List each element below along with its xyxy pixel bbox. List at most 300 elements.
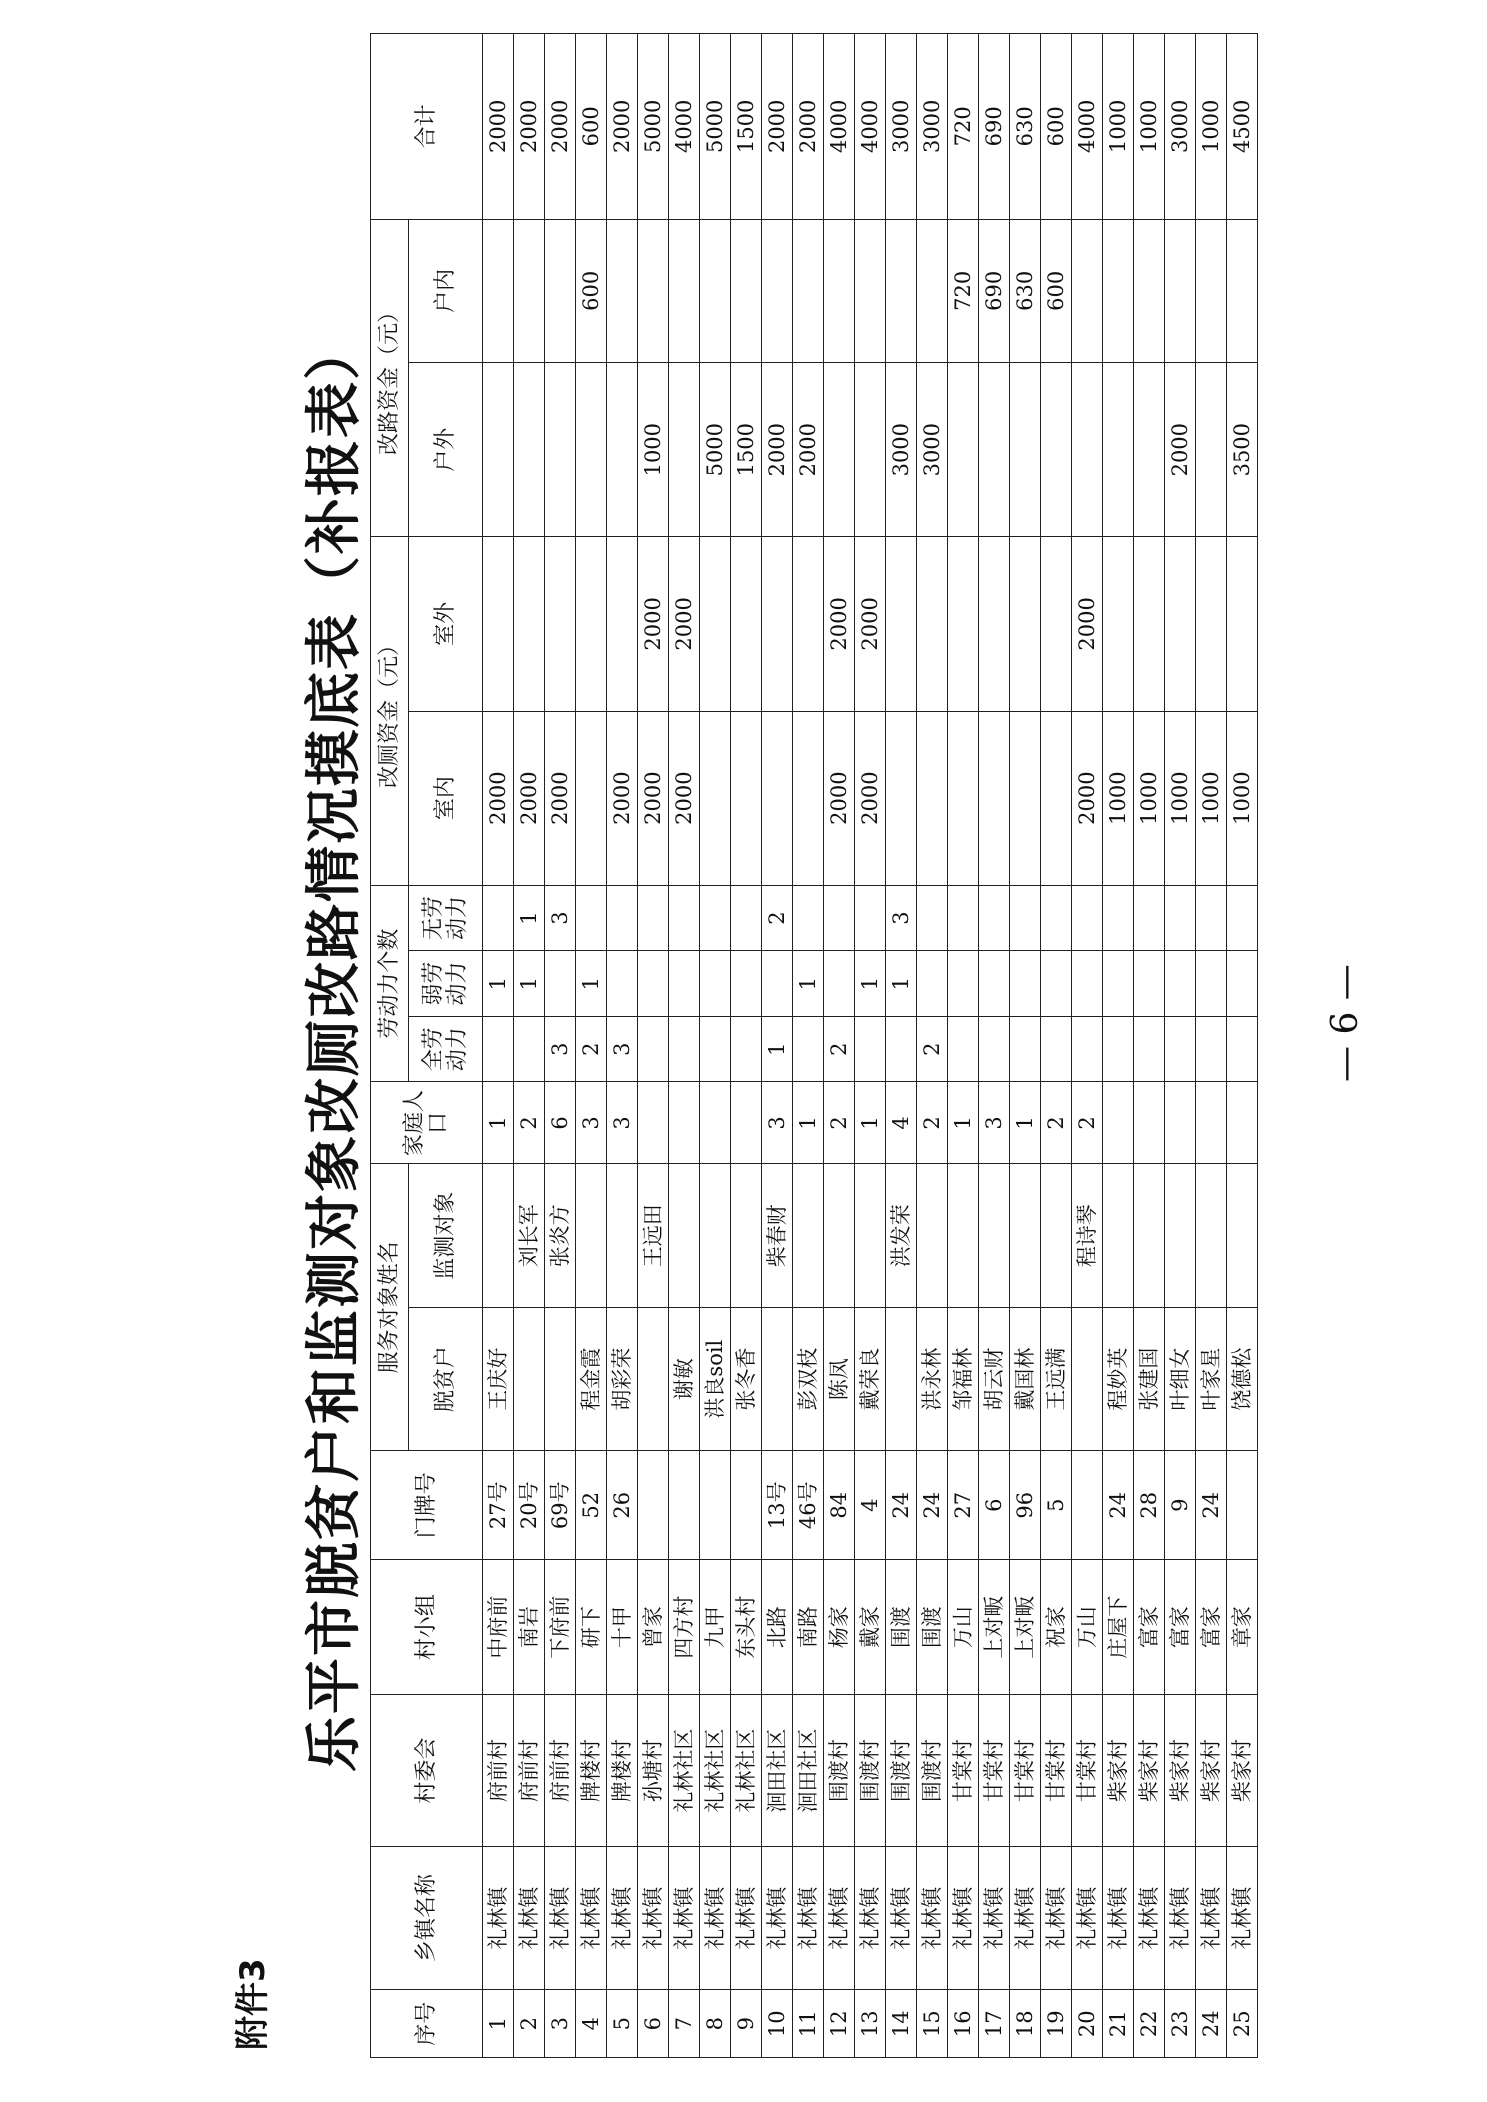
cell-total: 600 <box>576 34 607 220</box>
cell-group: 富家 <box>1196 1560 1227 1695</box>
cell-road-inside: 690 <box>979 219 1010 362</box>
cell-house-no: 27号 <box>483 1451 514 1560</box>
cell-seq: 8 <box>700 1990 731 2058</box>
cell-village: 礼林社区 <box>700 1695 731 1847</box>
cell-monitor-object: 柴春财 <box>762 1164 793 1307</box>
cell-town: 礼林镇 <box>979 1846 1010 1989</box>
cell-total: 2000 <box>514 34 545 220</box>
cell-family-pop: 1 <box>855 1082 886 1164</box>
cell-village: 府前村 <box>545 1695 576 1847</box>
cell-total: 2000 <box>545 34 576 220</box>
cell-monitor-object <box>793 1164 824 1307</box>
cell-group: 庄屋下 <box>1103 1560 1134 1695</box>
cell-monitor-object <box>1041 1164 1072 1307</box>
cell-no-labor <box>1196 885 1227 951</box>
cell-seq: 19 <box>1041 1990 1072 2058</box>
cell-poverty-household: 陈凤 <box>824 1307 855 1450</box>
cell-group: 中府前 <box>483 1560 514 1695</box>
table-row <box>1072 34 1103 2058</box>
cell-total: 4000 <box>669 34 700 220</box>
cell-seq: 23 <box>1165 1990 1196 2058</box>
cell-house-no <box>669 1451 700 1560</box>
cell-monitor-object <box>1134 1164 1165 1307</box>
cell-no-labor <box>607 885 638 951</box>
cell-monitor-object <box>917 1164 948 1307</box>
table-row <box>607 34 638 2058</box>
cell-family-pop <box>1103 1082 1134 1164</box>
cell-no-labor <box>669 885 700 951</box>
cell-no-labor <box>1134 885 1165 951</box>
cell-seq: 12 <box>824 1990 855 2058</box>
header-town: 乡镇名称 <box>371 1846 483 1989</box>
cell-weak-labor <box>1227 951 1258 1017</box>
cell-toilet-indoor: 1000 <box>1165 711 1196 885</box>
cell-village: 围渡村 <box>886 1695 917 1847</box>
cell-monitor-object <box>948 1164 979 1307</box>
cell-house-no: 24 <box>1196 1451 1227 1560</box>
cell-toilet-indoor <box>1010 711 1041 885</box>
cell-village: 府前村 <box>514 1695 545 1847</box>
cell-toilet-outdoor <box>1041 537 1072 711</box>
cell-road-inside <box>731 219 762 362</box>
table-row <box>700 34 731 2058</box>
cell-road-inside: 720 <box>948 219 979 362</box>
cell-toilet-indoor: 2000 <box>638 711 669 885</box>
cell-town: 礼林镇 <box>483 1846 514 1989</box>
cell-road-inside <box>638 219 669 362</box>
cell-town: 礼林镇 <box>855 1846 886 1989</box>
header-seq: 序号 <box>371 1990 483 2058</box>
cell-road-outside <box>824 363 855 537</box>
cell-village: 洄田社区 <box>793 1695 824 1847</box>
cell-toilet-outdoor <box>1196 537 1227 711</box>
cell-full-labor <box>514 1016 545 1082</box>
cell-road-outside: 1000 <box>638 363 669 537</box>
cell-poverty-household: 胡彩荣 <box>607 1307 638 1450</box>
cell-family-pop: 3 <box>576 1082 607 1164</box>
cell-monitor-object <box>669 1164 700 1307</box>
cell-monitor-object: 王远田 <box>638 1164 669 1307</box>
cell-toilet-outdoor: 2000 <box>669 537 700 711</box>
cell-toilet-indoor: 2000 <box>824 711 855 885</box>
cell-family-pop: 1 <box>1010 1082 1041 1164</box>
cell-weak-labor <box>607 951 638 1017</box>
cell-weak-labor: 1 <box>855 951 886 1017</box>
table-row <box>1165 34 1196 2058</box>
header-family-pop: 家庭人口 <box>371 1082 483 1164</box>
cell-road-inside <box>1103 219 1134 362</box>
cell-house-no: 20号 <box>514 1451 545 1560</box>
cell-toilet-indoor: 2000 <box>669 711 700 885</box>
cell-no-labor <box>483 885 514 951</box>
cell-poverty-household <box>762 1307 793 1450</box>
cell-road-inside <box>793 219 824 362</box>
table-row <box>1134 34 1165 2058</box>
cell-road-outside: 2000 <box>793 363 824 537</box>
cell-toilet-indoor <box>762 711 793 885</box>
cell-full-labor: 1 <box>762 1016 793 1082</box>
cell-town: 礼林镇 <box>576 1846 607 1989</box>
cell-poverty-household <box>514 1307 545 1450</box>
cell-family-pop: 2 <box>514 1082 545 1164</box>
cell-total: 720 <box>948 34 979 220</box>
cell-town: 礼林镇 <box>917 1846 948 1989</box>
cell-group: 上对畈 <box>979 1560 1010 1695</box>
cell-house-no: 4 <box>855 1451 886 1560</box>
cell-weak-labor <box>638 951 669 1017</box>
cell-total: 4000 <box>1072 34 1103 220</box>
header-weak-labor: 弱劳动力 <box>409 951 483 1017</box>
cell-town: 礼林镇 <box>1041 1846 1072 1989</box>
cell-full-labor: 2 <box>824 1016 855 1082</box>
cell-road-outside <box>979 363 1010 537</box>
cell-group: 围渡 <box>917 1560 948 1695</box>
cell-weak-labor <box>731 951 762 1017</box>
header-road-funds: 改路资金（元） <box>371 219 409 537</box>
cell-poverty-household: 洪永林 <box>917 1307 948 1450</box>
cell-monitor-object <box>700 1164 731 1307</box>
cell-weak-labor <box>917 951 948 1017</box>
cell-village: 柴家村 <box>1134 1695 1165 1847</box>
header-full-labor: 全劳动力 <box>409 1016 483 1082</box>
cell-weak-labor <box>545 951 576 1017</box>
cell-full-labor <box>979 1016 1010 1082</box>
cell-full-labor: 3 <box>545 1016 576 1082</box>
cell-family-pop <box>1227 1082 1258 1164</box>
cell-poverty-household: 张建国 <box>1134 1307 1165 1450</box>
cell-village: 柴家村 <box>1196 1695 1227 1847</box>
cell-toilet-indoor: 2000 <box>545 711 576 885</box>
cell-family-pop: 2 <box>1041 1082 1072 1164</box>
cell-toilet-outdoor <box>700 537 731 711</box>
cell-village: 府前村 <box>483 1695 514 1847</box>
cell-road-outside <box>607 363 638 537</box>
cell-family-pop: 3 <box>762 1082 793 1164</box>
cell-road-inside <box>824 219 855 362</box>
cell-seq: 13 <box>855 1990 886 2058</box>
cell-family-pop <box>1196 1082 1227 1164</box>
header-labor-count: 劳动力个数 <box>371 885 409 1082</box>
cell-toilet-outdoor <box>762 537 793 711</box>
cell-no-labor <box>1072 885 1103 951</box>
cell-monitor-object: 程诗琴 <box>1072 1164 1103 1307</box>
cell-group: 万山 <box>948 1560 979 1695</box>
table-row <box>1103 34 1134 2058</box>
cell-town: 礼林镇 <box>1103 1846 1134 1989</box>
cell-toilet-indoor: 2000 <box>514 711 545 885</box>
cell-poverty-household: 饶德松 <box>1227 1307 1258 1450</box>
cell-group: 四方村 <box>669 1560 700 1695</box>
cell-weak-labor <box>1103 951 1134 1017</box>
cell-full-labor <box>1010 1016 1041 1082</box>
cell-total: 2000 <box>483 34 514 220</box>
cell-group: 十甲 <box>607 1560 638 1695</box>
cell-no-labor: 3 <box>886 885 917 951</box>
cell-poverty-household: 叶家星 <box>1196 1307 1227 1450</box>
cell-no-labor <box>1041 885 1072 951</box>
cell-seq: 25 <box>1227 1990 1258 2058</box>
cell-total: 2000 <box>607 34 638 220</box>
cell-full-labor <box>1072 1016 1103 1082</box>
cell-total: 2000 <box>762 34 793 220</box>
cell-road-outside <box>483 363 514 537</box>
cell-road-outside <box>948 363 979 537</box>
cell-road-outside <box>1041 363 1072 537</box>
cell-family-pop: 6 <box>545 1082 576 1164</box>
cell-no-labor <box>855 885 886 951</box>
cell-weak-labor <box>979 951 1010 1017</box>
cell-town: 礼林镇 <box>1196 1846 1227 1989</box>
table-row <box>948 34 979 2058</box>
cell-total: 690 <box>979 34 1010 220</box>
cell-full-labor <box>793 1016 824 1082</box>
cell-road-inside: 600 <box>1041 219 1072 362</box>
cell-poverty-household: 王庆好 <box>483 1307 514 1450</box>
table-row <box>824 34 855 2058</box>
cell-town: 礼林镇 <box>1227 1846 1258 1989</box>
cell-monitor-object: 刘长军 <box>514 1164 545 1307</box>
cell-toilet-outdoor <box>514 537 545 711</box>
cell-seq: 17 <box>979 1990 1010 2058</box>
cell-town: 礼林镇 <box>669 1846 700 1989</box>
cell-toilet-outdoor: 2000 <box>824 537 855 711</box>
table-row <box>917 34 948 2058</box>
cell-seq: 1 <box>483 1990 514 2058</box>
cell-poverty-household: 胡云财 <box>979 1307 1010 1450</box>
cell-toilet-outdoor <box>886 537 917 711</box>
cell-road-inside <box>917 219 948 362</box>
cell-toilet-indoor <box>1041 711 1072 885</box>
cell-group: 祝家 <box>1041 1560 1072 1695</box>
cell-poverty-household <box>1072 1307 1103 1450</box>
cell-seq: 9 <box>731 1990 762 2058</box>
cell-seq: 15 <box>917 1990 948 2058</box>
cell-family-pop <box>669 1082 700 1164</box>
cell-road-inside <box>607 219 638 362</box>
cell-monitor-object: 洪发荣 <box>886 1164 917 1307</box>
cell-total: 1000 <box>1134 34 1165 220</box>
table-row <box>1196 34 1227 2058</box>
cell-monitor-object: 张炎方 <box>545 1164 576 1307</box>
table-row <box>545 34 576 2058</box>
cell-road-outside: 2000 <box>762 363 793 537</box>
table-body <box>483 34 1258 2058</box>
cell-village: 甘棠村 <box>1041 1695 1072 1847</box>
cell-group: 研下 <box>576 1560 607 1695</box>
cell-full-labor <box>669 1016 700 1082</box>
cell-village: 礼林社区 <box>669 1695 700 1847</box>
header-group: 村小组 <box>371 1560 483 1695</box>
cell-village: 甘棠村 <box>979 1695 1010 1847</box>
cell-road-outside <box>1134 363 1165 537</box>
header-poverty-household: 脱贫户 <box>409 1307 483 1450</box>
cell-toilet-indoor: 2000 <box>1072 711 1103 885</box>
cell-total: 1500 <box>731 34 762 220</box>
cell-road-inside <box>1227 219 1258 362</box>
cell-weak-labor <box>669 951 700 1017</box>
cell-monitor-object <box>731 1164 762 1307</box>
cell-toilet-outdoor <box>576 537 607 711</box>
header-service-names: 服务对象姓名 <box>371 1164 409 1451</box>
cell-town: 礼林镇 <box>545 1846 576 1989</box>
cell-town: 礼林镇 <box>948 1846 979 1989</box>
cell-family-pop <box>731 1082 762 1164</box>
header-road-inside: 户内 <box>409 219 483 362</box>
cell-road-inside: 600 <box>576 219 607 362</box>
header-village: 村委会 <box>371 1695 483 1847</box>
cell-seq: 10 <box>762 1990 793 2058</box>
cell-weak-labor: 1 <box>886 951 917 1017</box>
cell-toilet-outdoor <box>607 537 638 711</box>
cell-house-no: 96 <box>1010 1451 1041 1560</box>
cell-village: 甘棠村 <box>948 1695 979 1847</box>
cell-seq: 2 <box>514 1990 545 2058</box>
table-row <box>886 34 917 2058</box>
cell-full-labor <box>700 1016 731 1082</box>
cell-toilet-indoor <box>576 711 607 885</box>
cell-toilet-outdoor <box>1165 537 1196 711</box>
cell-no-labor <box>917 885 948 951</box>
cell-house-no: 24 <box>886 1451 917 1560</box>
cell-group: 南路 <box>793 1560 824 1695</box>
cell-toilet-outdoor <box>1134 537 1165 711</box>
cell-no-labor <box>1010 885 1041 951</box>
cell-road-outside <box>1010 363 1041 537</box>
cell-total: 1000 <box>1196 34 1227 220</box>
cell-group: 南岩 <box>514 1560 545 1695</box>
cell-full-labor <box>638 1016 669 1082</box>
cell-family-pop <box>638 1082 669 1164</box>
header-toilet-indoor: 室内 <box>409 711 483 885</box>
cell-house-no: 52 <box>576 1451 607 1560</box>
cell-total: 4000 <box>855 34 886 220</box>
cell-group: 富家 <box>1134 1560 1165 1695</box>
cell-total: 1000 <box>1103 34 1134 220</box>
cell-road-inside <box>514 219 545 362</box>
cell-poverty-household: 叶细女 <box>1165 1307 1196 1450</box>
cell-full-labor: 3 <box>607 1016 638 1082</box>
cell-no-labor <box>824 885 855 951</box>
header-toilet-funds: 改厕资金（元） <box>371 537 409 885</box>
cell-no-labor <box>731 885 762 951</box>
cell-toilet-indoor: 1000 <box>1196 711 1227 885</box>
table-row <box>638 34 669 2058</box>
cell-monitor-object <box>824 1164 855 1307</box>
cell-town: 礼林镇 <box>700 1846 731 1989</box>
cell-toilet-outdoor <box>793 537 824 711</box>
cell-total: 4000 <box>824 34 855 220</box>
cell-family-pop: 4 <box>886 1082 917 1164</box>
cell-full-labor <box>886 1016 917 1082</box>
cell-town: 礼林镇 <box>762 1846 793 1989</box>
cell-weak-labor <box>948 951 979 1017</box>
cell-no-labor <box>1103 885 1134 951</box>
cell-no-labor: 3 <box>545 885 576 951</box>
cell-village: 围渡村 <box>917 1695 948 1847</box>
cell-total: 5000 <box>638 34 669 220</box>
cell-road-inside <box>855 219 886 362</box>
cell-full-labor <box>1165 1016 1196 1082</box>
cell-monitor-object <box>855 1164 886 1307</box>
cell-road-outside: 5000 <box>700 363 731 537</box>
cell-full-labor <box>1134 1016 1165 1082</box>
cell-no-labor <box>793 885 824 951</box>
cell-house-no: 24 <box>1103 1451 1134 1560</box>
cell-village: 柴家村 <box>1103 1695 1134 1847</box>
cell-toilet-outdoor <box>483 537 514 711</box>
header-monitor-object: 监测对象 <box>409 1164 483 1307</box>
cell-village: 柴家村 <box>1165 1695 1196 1847</box>
attachment-label: 附件3 <box>233 1958 273 2050</box>
cell-house-no: 5 <box>1041 1451 1072 1560</box>
cell-group: 杨家 <box>824 1560 855 1695</box>
cell-no-labor: 2 <box>762 885 793 951</box>
cell-town: 礼林镇 <box>607 1846 638 1989</box>
header-house-no: 门牌号 <box>371 1451 483 1560</box>
cell-group: 富家 <box>1165 1560 1196 1695</box>
cell-group: 九甲 <box>700 1560 731 1695</box>
cell-monitor-object <box>483 1164 514 1307</box>
cell-house-no: 46号 <box>793 1451 824 1560</box>
cell-town: 礼林镇 <box>886 1846 917 1989</box>
cell-house-no <box>1227 1451 1258 1560</box>
cell-weak-labor: 1 <box>576 951 607 1017</box>
cell-seq: 14 <box>886 1990 917 2058</box>
cell-full-labor: 2 <box>576 1016 607 1082</box>
cell-no-labor: 1 <box>514 885 545 951</box>
cell-village: 柴家村 <box>1227 1695 1258 1847</box>
cell-toilet-indoor: 2000 <box>483 711 514 885</box>
cell-toilet-outdoor <box>1010 537 1041 711</box>
cell-family-pop <box>1134 1082 1165 1164</box>
cell-family-pop: 3 <box>607 1082 638 1164</box>
cell-toilet-indoor <box>948 711 979 885</box>
cell-poverty-household <box>638 1307 669 1450</box>
cell-total: 3000 <box>1165 34 1196 220</box>
table-row <box>979 34 1010 2058</box>
cell-toilet-outdoor <box>979 537 1010 711</box>
cell-toilet-indoor: 2000 <box>855 711 886 885</box>
cell-full-labor <box>1196 1016 1227 1082</box>
cell-monitor-object <box>979 1164 1010 1307</box>
cell-family-pop: 2 <box>917 1082 948 1164</box>
cell-village: 牌楼村 <box>607 1695 638 1847</box>
cell-toilet-outdoor <box>731 537 762 711</box>
cell-road-inside <box>762 219 793 362</box>
cell-town: 礼林镇 <box>824 1846 855 1989</box>
table-row <box>483 34 514 2058</box>
cell-full-labor <box>1227 1016 1258 1082</box>
cell-village: 牌楼村 <box>576 1695 607 1847</box>
cell-road-outside <box>1196 363 1227 537</box>
cell-weak-labor <box>1196 951 1227 1017</box>
cell-weak-labor <box>1010 951 1041 1017</box>
cell-poverty-household: 邹福林 <box>948 1307 979 1450</box>
cell-village: 围渡村 <box>855 1695 886 1847</box>
cell-house-no: 69号 <box>545 1451 576 1560</box>
cell-house-no: 28 <box>1134 1451 1165 1560</box>
cell-seq: 22 <box>1134 1990 1165 2058</box>
cell-road-outside: 3000 <box>886 363 917 537</box>
cell-seq: 16 <box>948 1990 979 2058</box>
cell-weak-labor <box>1165 951 1196 1017</box>
cell-road-inside <box>669 219 700 362</box>
cell-full-labor <box>948 1016 979 1082</box>
cell-full-labor <box>1041 1016 1072 1082</box>
cell-toilet-indoor <box>700 711 731 885</box>
cell-toilet-indoor <box>886 711 917 885</box>
cell-house-no <box>731 1451 762 1560</box>
